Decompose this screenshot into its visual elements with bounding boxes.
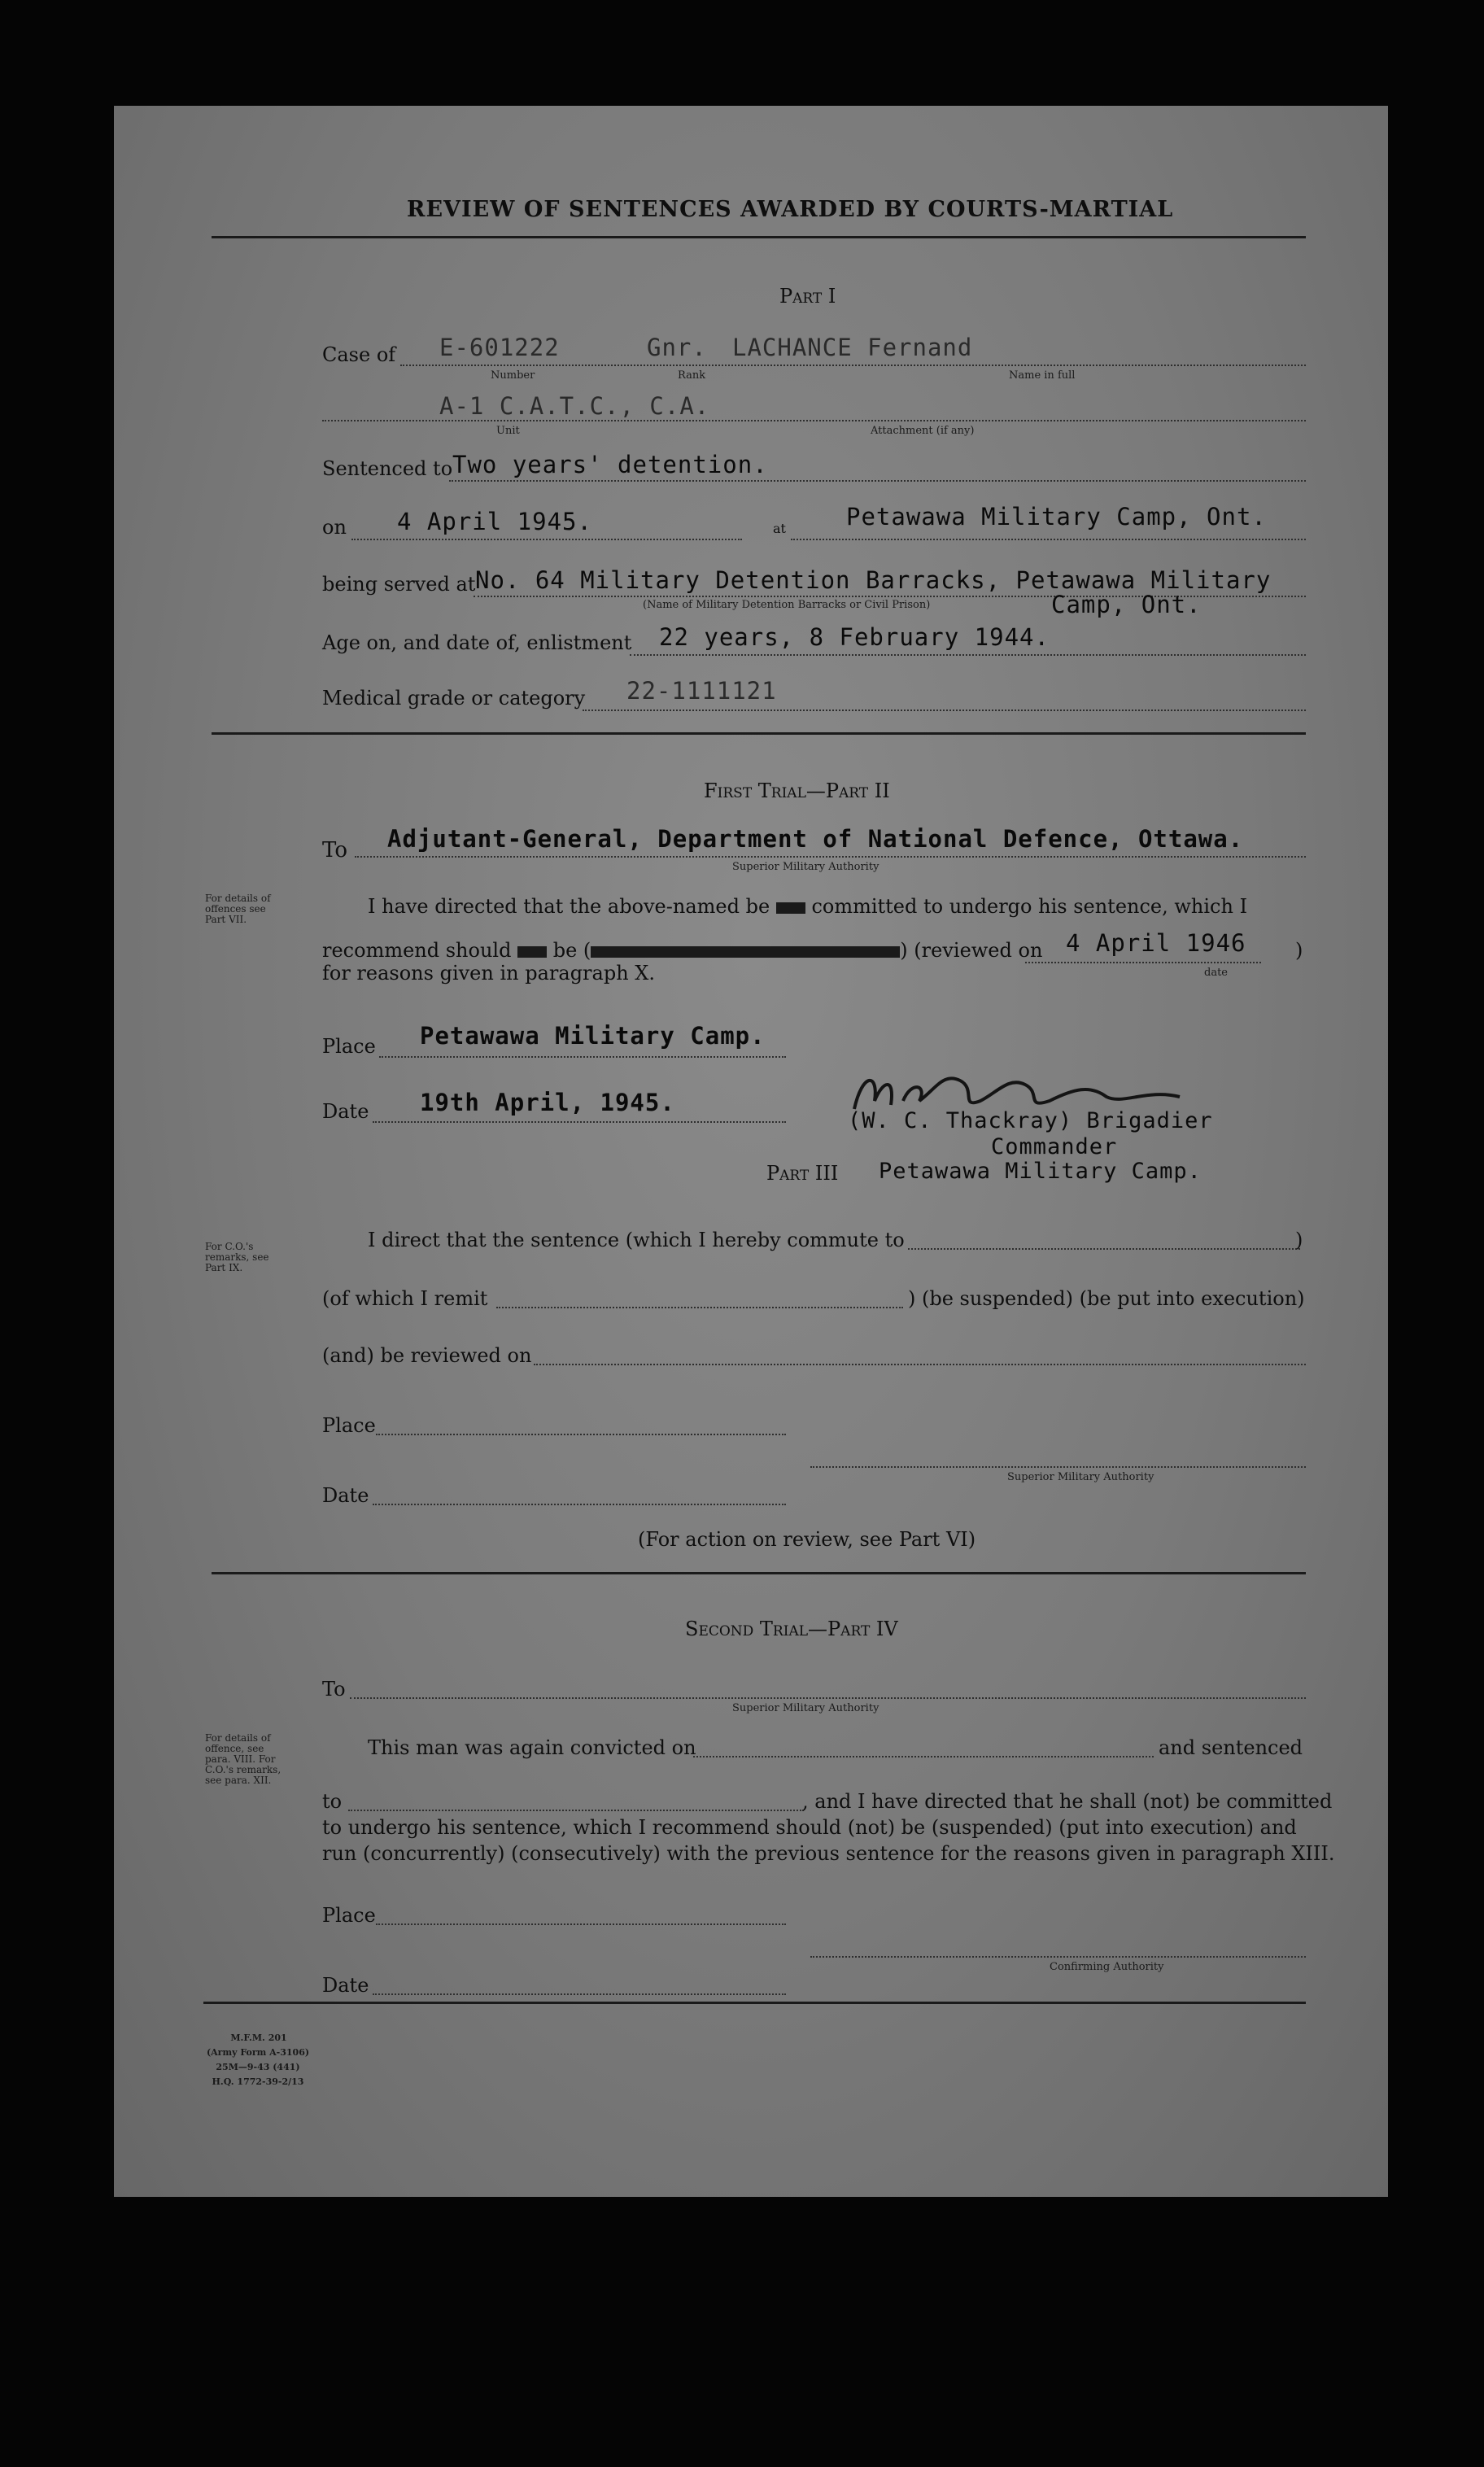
- served-at-value: No. 64 Military Detention Barracks, Petawawa Military: [475, 566, 1272, 594]
- review-date-line: [1025, 962, 1261, 963]
- prison-caption: (Name of Military Detention Barracks or Civil Prison): [643, 599, 931, 611]
- header-rule: [212, 236, 1306, 238]
- part3-authority-line: [810, 1466, 1306, 1468]
- part4-authority-caption: Superior Military Authority: [732, 1702, 879, 1714]
- authority-caption: Superior Military Authority: [732, 861, 879, 873]
- case-line: [400, 365, 1306, 366]
- part3-place-label: Place: [322, 1414, 376, 1437]
- form-code-1: M.F.M. 201: [230, 2033, 287, 2043]
- struck-text: [591, 946, 900, 958]
- age-line: [630, 654, 1306, 656]
- case-label: Case of: [322, 343, 396, 366]
- unit-caption: Unit: [496, 425, 520, 437]
- convicted-text: This man was again convicted on: [368, 1736, 696, 1759]
- form-sheet: [114, 106, 1388, 2197]
- struck-text: [776, 902, 805, 914]
- place-line: [379, 1056, 786, 1058]
- recommend-text-c: ) (reviewed on: [900, 939, 1043, 962]
- part3-date-label: Date: [322, 1484, 369, 1507]
- direct-text: I direct that the sentence (which I hereby commute to: [368, 1229, 905, 1251]
- number-caption: Number: [491, 369, 535, 382]
- remit-text-b: ) (be suspended) (be put into execution): [908, 1287, 1305, 1310]
- age-value: 22 years, 8 February 1944.: [659, 623, 1050, 651]
- medical-value: 22-1111121: [626, 677, 777, 705]
- part3-place-line: [376, 1434, 786, 1435]
- sentenced-label: Sentenced to: [322, 457, 453, 480]
- directed-text: , and I have directed that he shall (not) be committed: [802, 1790, 1333, 1813]
- attachment-caption: Attachment (if any): [871, 425, 975, 437]
- to-value: Adjutant-General, Department of National Defence, Ottawa.: [387, 825, 1244, 853]
- form-code-4: H.Q. 1772-39-2/13: [212, 2076, 304, 2087]
- confirming-line: [810, 1956, 1306, 1958]
- name-caption: Name in full: [1009, 369, 1076, 382]
- age-label: Age on, and date of, enlistment: [322, 631, 632, 654]
- part2-margin-note: For details of offences see Part VII.: [205, 893, 271, 925]
- signatory-name: (W. C. Thackray) Brigadier: [848, 1108, 1213, 1133]
- struck-text: [517, 946, 547, 958]
- rank-value: Gnr.: [647, 334, 707, 361]
- served-label: being served at: [322, 573, 476, 596]
- date-caption: date: [1204, 967, 1228, 979]
- form-code-3: 25M—9-43 (441): [216, 2062, 300, 2072]
- remit-text: (of which I remit: [322, 1287, 488, 1310]
- part3-rule: [212, 1572, 1306, 1574]
- sentenced-text: and sentenced: [1159, 1736, 1303, 1759]
- footer-rule: [203, 2002, 1306, 2004]
- recommend-text-b: be (: [552, 939, 591, 962]
- to-line: [355, 856, 1306, 858]
- sentence-date: 4 April 1945.: [397, 508, 592, 535]
- date-line: [373, 1121, 786, 1123]
- reasons-text: for reasons given in paragraph X.: [322, 962, 655, 985]
- part4-place-line: [376, 1923, 786, 1925]
- part3-authority-caption: Superior Military Authority: [1007, 1471, 1154, 1483]
- on-label: on: [322, 516, 347, 539]
- part4-place-label: Place: [322, 1904, 376, 1927]
- recommend-line: [322, 939, 1042, 962]
- to-text: to: [322, 1790, 343, 1813]
- part4-heading: Second Trial—Part IV: [685, 1618, 898, 1640]
- action-note: (For action on review, see Part VI): [638, 1528, 976, 1551]
- commute-close: ): [1295, 1229, 1303, 1251]
- part3-date-line: [373, 1504, 786, 1505]
- part1-heading: Part I: [779, 285, 836, 308]
- commute-line: [908, 1248, 1300, 1250]
- at-label: at: [773, 521, 786, 536]
- part3-margin-note: For C.O.'s remarks, see Part IX.: [205, 1241, 269, 1273]
- form-title: REVIEW OF SENTENCES AWARDED BY COURTS-MARTIAL: [407, 197, 1174, 222]
- form-code-2: (Army Form A-3106): [206, 2047, 310, 2058]
- sentence-line: [449, 480, 1306, 482]
- reviewed-on-text: (and) be reviewed on: [322, 1344, 532, 1367]
- served-at-line2: Camp, Ont.: [1051, 591, 1202, 618]
- directed-text-a: I have directed that the above-named be: [368, 895, 770, 918]
- directed-text-b: committed to undergo his sentence, which I: [811, 895, 1248, 918]
- service-number: E-601222: [439, 334, 560, 361]
- run-text: run (concurrently) (consecutively) with the previous sentence for the reasons given in paragraph XIII.: [322, 1842, 1335, 1865]
- rank-caption: Rank: [678, 369, 706, 382]
- on-line: [351, 539, 742, 540]
- unit-value: A-1 C.A.T.C., C.A.: [439, 392, 710, 420]
- remit-line: [496, 1307, 903, 1308]
- to-sentence-line: [348, 1810, 804, 1811]
- undergo-text: to undergo his sentence, which I recommend should (not) be (suspended) (put into execution) and: [322, 1816, 1297, 1839]
- review-date: 4 April 1946: [1066, 929, 1246, 957]
- part4-date-label: Date: [322, 1974, 369, 1997]
- at-line: [791, 539, 1306, 540]
- part4-to-line: [350, 1697, 1306, 1699]
- name-value: LACHANCE Fernand: [732, 334, 973, 361]
- unit-line: [322, 420, 1306, 421]
- to-label: To: [322, 838, 347, 862]
- part1-rule: [212, 732, 1306, 735]
- recommend-text-a: recommend should: [322, 939, 512, 962]
- close-paren: ): [1295, 939, 1303, 962]
- confirming-caption: Confirming Authority: [1050, 1961, 1164, 1973]
- part4-margin-note: For details of offence, see para. VIII. For C.O.'s remarks, see para. XII.: [205, 1732, 282, 1786]
- signatory-title: Commander: [991, 1134, 1118, 1159]
- part4-date-line: [373, 1993, 786, 1995]
- part4-to-label: To: [322, 1678, 346, 1701]
- trial-location: Petawawa Military Camp, Ont.: [846, 503, 1267, 531]
- sentence-value: Two years' detention.: [452, 451, 768, 478]
- directed-line: [368, 895, 1247, 918]
- date-value: 19th April, 1945.: [420, 1089, 675, 1116]
- part2-heading: First Trial—Part II: [704, 779, 890, 802]
- place-label: Place: [322, 1035, 376, 1058]
- convicted-line: [693, 1756, 1154, 1757]
- reviewed-on-line: [534, 1364, 1306, 1365]
- place-value: Petawawa Military Camp.: [420, 1022, 766, 1050]
- medical-line: [583, 710, 1306, 711]
- medical-label: Medical grade or category: [322, 687, 586, 710]
- signatory-unit: Petawawa Military Camp.: [879, 1159, 1202, 1184]
- part3-heading: Part III: [766, 1162, 839, 1185]
- date-label: Date: [322, 1100, 369, 1123]
